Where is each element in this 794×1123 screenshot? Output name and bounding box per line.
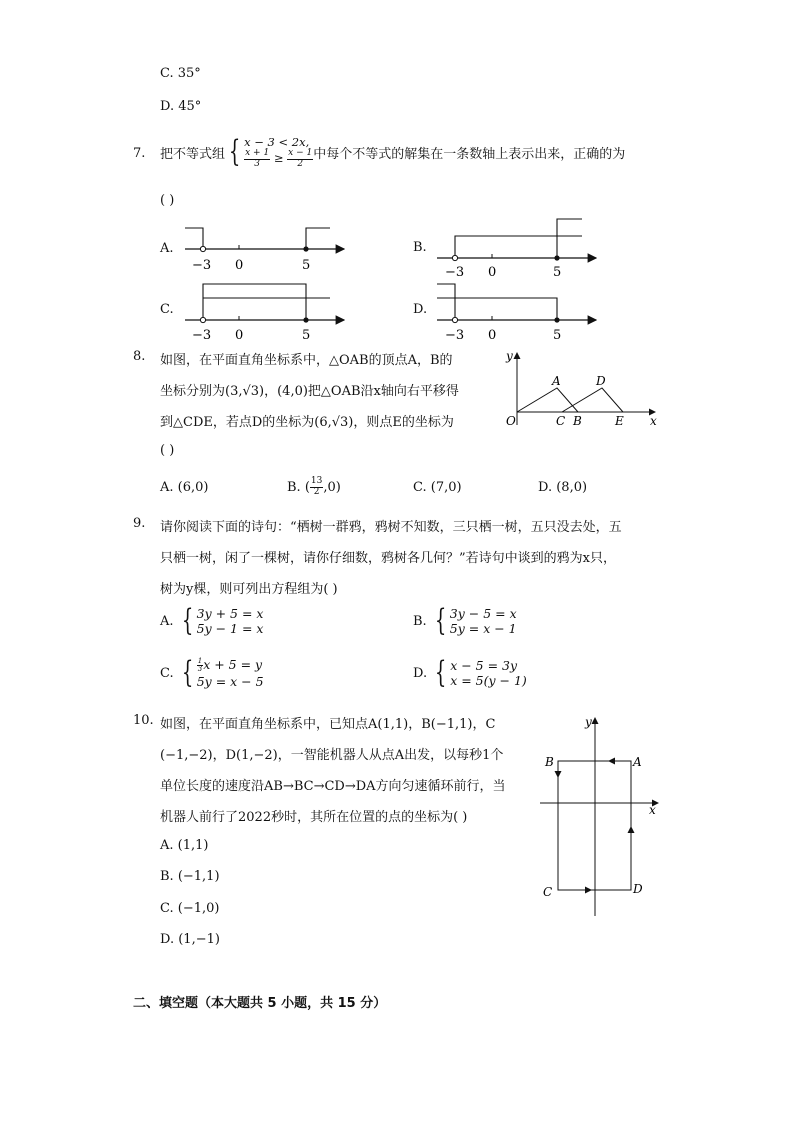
tick-label: 0 [235, 258, 244, 273]
label-d: D [596, 374, 606, 388]
q7-numberline-a [185, 228, 344, 273]
q9-line2: 只栖一树，闲了一棵树，请你仔细数，鸦树各几何？”若诗句中谈到的鸦为x只， [160, 551, 616, 566]
q9-option-a: A. { 3y + 5 = x 5y − 1 = x [160, 603, 264, 638]
q10-option-b: B. (−1,1) [160, 869, 220, 884]
q7-number-lines [0, 0, 794, 345]
q9-line1: 请你阅读下面的诗句：“栖树一群鸦，鸦树不知数，三只栖一树，五只没去处，五 [160, 520, 622, 535]
q7-option-b-label: B. [413, 240, 427, 255]
q9-option-b: B. { 3y − 5 = x 5y = x − 1 [413, 603, 517, 638]
tick-label: 5 [302, 328, 311, 343]
label-a: A [552, 374, 561, 388]
q10-line1: 如图，在平面直角坐标系中，已知点A(1,1)，B(−1,1)，C [160, 717, 496, 732]
label-x: x [650, 414, 657, 428]
open-dot-icon [452, 317, 457, 322]
q7-suffix: 中每个不等式的解集在一条数轴上表示出来，正确的为 [313, 146, 626, 162]
q7-option-d-label: D. [413, 302, 428, 317]
q7-option-c-label: C. [160, 302, 174, 317]
q10-line4: 机器人前行了2022秒时，其所在位置的点的坐标为( ) [160, 810, 468, 825]
open-dot-icon [200, 317, 205, 322]
label-c: C [543, 885, 553, 899]
closed-dot-icon [303, 246, 308, 251]
q7-frac2: $\frac{x - 1}{2}$ [288, 148, 313, 169]
label-e: E [615, 414, 624, 428]
q8-line1: 如图，在平面直角坐标系中，△OAB的顶点A，B的 [160, 353, 453, 368]
q7-frac1: $\frac{x + 1}{3}$ [245, 148, 270, 169]
open-dot-icon [452, 255, 457, 260]
q8-number: 8. [133, 349, 146, 364]
q8-option-a: A. (6,0) [160, 480, 209, 495]
q10-option-c: C. (−1,0) [160, 901, 220, 916]
q7-ineq1: x − 3 < 2x, [244, 135, 310, 150]
q10-line2: (−1,−2)，D(1,−2)，一智能机器人从点A出发，以每秒1个 [160, 748, 504, 763]
q7-number: 7. [133, 146, 146, 161]
q8-line2: 坐标分别为(3,√3)，(4,0)把△OAB沿x轴向右平移得 [160, 384, 459, 399]
label-a: A [633, 755, 642, 769]
q10-number: 10. [133, 713, 154, 728]
label-x: x [649, 803, 656, 817]
q9-option-c: C. { $\frac{1}{3}$ x + 5 = y 5y = x − 5 [160, 655, 264, 690]
q8-line3: 到△CDE，若点D的坐标为(6,√3)，则点E的坐标为 [160, 415, 454, 430]
q10-line3: 单位长度的速度沿AB→BC→CD→DA方向匀速循环前行，当 [160, 779, 506, 794]
tick-label: 0 [488, 265, 497, 280]
q7-numberline-c [185, 284, 344, 343]
label-b: B [573, 414, 582, 428]
q10-figure [535, 710, 665, 920]
label-y: y [506, 349, 513, 363]
label-y: y [585, 715, 592, 729]
tick-label: −3 [192, 258, 212, 273]
tick-label: 5 [302, 258, 311, 273]
q8-blank: ( ) [160, 443, 175, 458]
q10-option-a: A. (1,1) [160, 838, 209, 853]
tick-label: −3 [445, 328, 465, 343]
tick-label: −3 [445, 265, 465, 280]
q7-numberline-d [437, 284, 596, 343]
label-o: O [506, 414, 516, 428]
q8-option-b: B. ( $\frac{13}{2}$ ,0) [287, 476, 341, 497]
q7-brace: { [228, 134, 241, 169]
tick-label: 0 [488, 328, 497, 343]
tick-label: 0 [235, 328, 244, 343]
triangle-cde [562, 388, 623, 412]
q8-option-c: C. (7,0) [413, 480, 462, 495]
q9-number: 9. [133, 516, 146, 531]
q6-option-c: C. 35° [160, 66, 201, 81]
closed-dot-icon [554, 317, 559, 322]
q7-ineq2: $\frac{x + 1}{3}$ ≥ $\frac{x - 1}{2}$ [245, 148, 313, 169]
q9-option-d: D. { x − 5 = 3y x = 5(y − 1) [413, 655, 527, 690]
label-c: C [556, 414, 566, 428]
q7-numberline-b [437, 219, 596, 280]
closed-dot-icon [303, 317, 308, 322]
section-2-title: 二、填空题（本大题共 5 小题，共 15 分） [133, 996, 387, 1011]
closed-dot-icon [554, 255, 559, 260]
q8-option-d: D. (8,0) [538, 480, 588, 495]
tick-label: 5 [553, 265, 562, 280]
q9-line3: 树为y棵，则可列出方程组为( ) [160, 582, 338, 597]
q6-option-d: D. 45° [160, 99, 202, 114]
open-dot-icon [200, 246, 205, 251]
label-d: D [633, 882, 643, 896]
q7-option-a-label: A. [160, 241, 174, 256]
label-b: B [545, 755, 554, 769]
q10-option-d: D. (1,−1) [160, 932, 220, 947]
q7-prefix: 把不等式组 [160, 146, 226, 162]
tick-label: 5 [553, 328, 562, 343]
q8-figure [495, 345, 665, 435]
tick-label: −3 [192, 328, 212, 343]
q7-blank: ( ) [160, 193, 175, 208]
